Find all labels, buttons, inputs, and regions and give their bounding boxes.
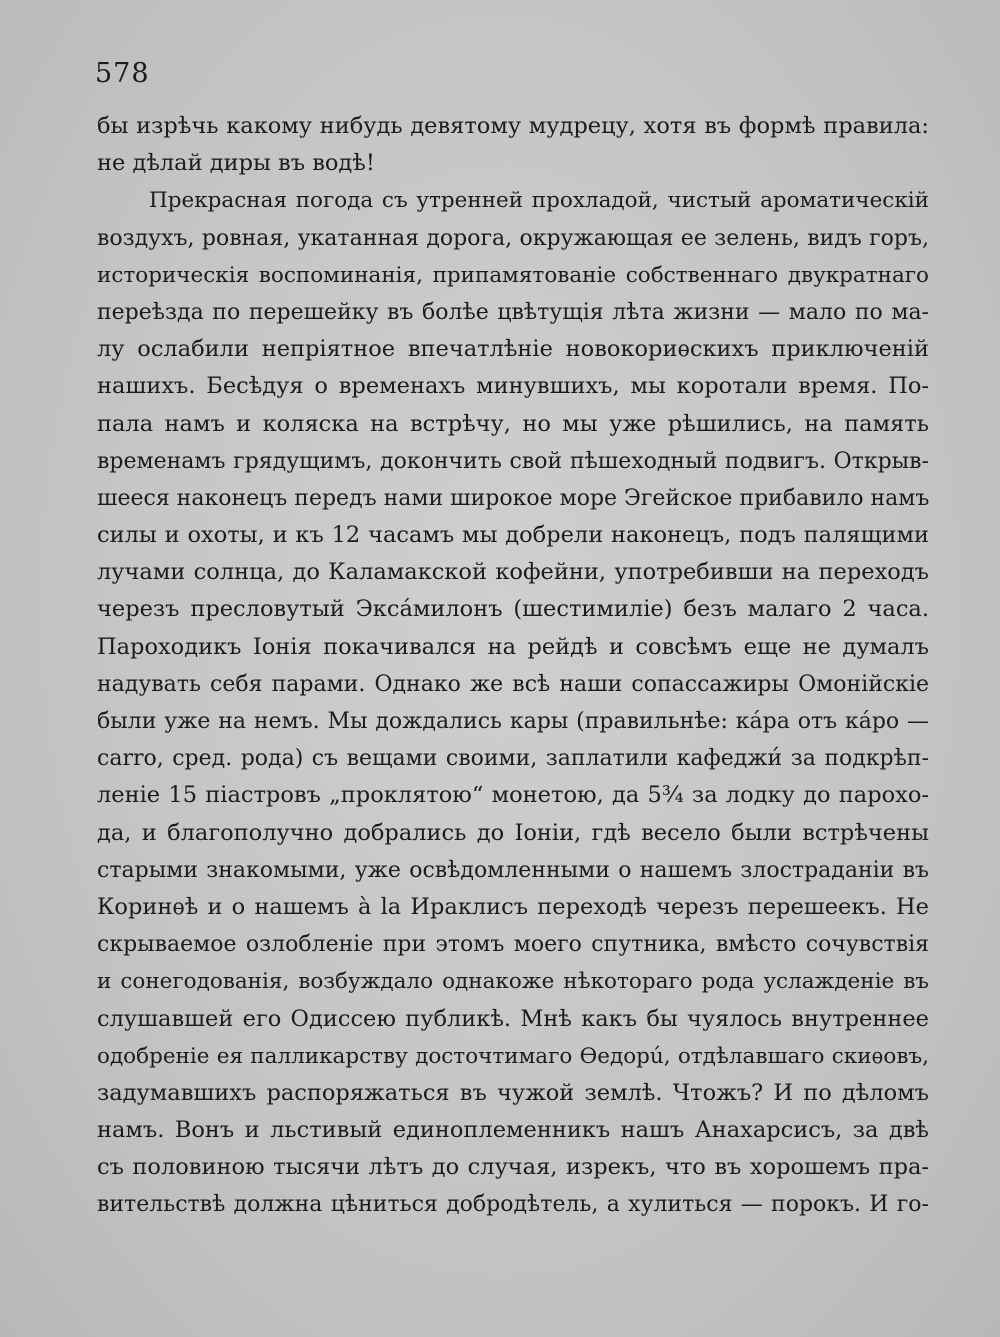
text-line: лучами солнца, до Каламакской кофейни, употребивши на переходъ — [97, 559, 929, 586]
text-line: задумавшихъ распоряжаться въ чужой землѣ. Чтожъ? И по дѣломъ — [97, 1079, 929, 1106]
text-line: леніе 15 піастровъ „проклятою“ монетою, да 5¾ за лодку до парохо- — [97, 782, 929, 809]
text-line: лу ослабили непріятное впечатлѣніе новокориѳскихъ приключеній — [97, 336, 929, 363]
text-line: Пароходикъ Іонія покачивался на рейдѣ и совсѣмъ еще не думалъ — [97, 633, 929, 660]
text-line: силы и охоты, и къ 12 часамъ мы добрели наконецъ, подъ палящими — [97, 522, 929, 549]
text-line: нашихъ. Бесѣдуя о временахъ минувшихъ, мы коротали время. По- — [97, 373, 929, 400]
body-text — [97, 108, 929, 1224]
text-line: бы изрѣчь какому нибудь девятому мудрецу, хотя въ формѣ правила: — [97, 113, 929, 139]
text-line: старыми знакомыми, уже освѣдомленными о нашемъ злостраданіи въ — [97, 857, 929, 883]
text-line: черезъ пресловутый Эксáмилонъ (шестимиліе) безъ малаго 2 часа. — [97, 596, 929, 623]
text-line: скрываемое озлобленіе при этомъ моего спутника, вмѣсто сочувствія — [97, 932, 929, 958]
text-line: воздухъ, ровная, укатанная дорога, окружающая ее зелень, видъ горъ, — [97, 225, 929, 251]
text-line: историческія воспоминанія, припамятованіе собственнаго двукратнаго — [97, 262, 929, 288]
text-line: надувать себя парами. Однако же всѣ наши сопассажиры Омонійскіе — [97, 671, 929, 697]
text-line: вительствѣ должна цѣниться добродѣтель, а хулиться — порокъ. И го- — [97, 1192, 929, 1218]
text-line: слушавшей его Одиссею публикѣ. Мнѣ какъ бы чуялось внутреннее — [97, 1005, 929, 1032]
text-line: Прекрасная погода съ утренней прохладой, чистый ароматическій — [149, 188, 929, 214]
text-line: намъ. Вонъ и льстивый единоплеменникъ нашъ Анахарсисъ, за двѣ — [97, 1117, 929, 1144]
text-line: carro, сред. рода) съ вещами своими, заплатили кафеджи́ за подкрѣп- — [97, 746, 929, 772]
text-line: Коринѳѣ и о нашемъ à la Ираклисъ переходѣ черезъ перешеекъ. Не — [97, 893, 929, 920]
text-line: и сонегодованія, возбуждало однакоже нѣкотораго рода услажденіе въ — [97, 969, 929, 995]
text-line: одобреніе ея палликарству досточтимаго Ѳедорú, отдѣлавшаго скиѳовъ, — [97, 1043, 929, 1069]
text-line: шееся наконецъ передъ нами широкое море Эгейское прибавило намъ — [97, 485, 929, 511]
text-line: временамъ грядущимъ, докончить свой пѣшеходный подвигъ. Открыв- — [97, 448, 929, 474]
text-line: съ половиною тысячи лѣтъ до случая, изрекъ, что въ хорошемъ пра- — [97, 1154, 929, 1181]
text-line: не дѣлай диры въ водѣ! — [97, 150, 375, 177]
page-number: 578 — [95, 58, 150, 89]
text-line: переѣзда по перешейку въ болѣе цвѣтущія лѣта жизни — мало по ма- — [97, 299, 929, 325]
text-line: были уже на немъ. Мы дождались кары (правильнѣе: кáра отъ кáро — — [97, 709, 929, 734]
text-line: да, и благополучно добрались до Іоніи, гдѣ весело были встрѣчены — [97, 819, 929, 846]
text-line: пала намъ и коляска на встрѣчу, но мы уже рѣшились, на память — [97, 410, 929, 437]
